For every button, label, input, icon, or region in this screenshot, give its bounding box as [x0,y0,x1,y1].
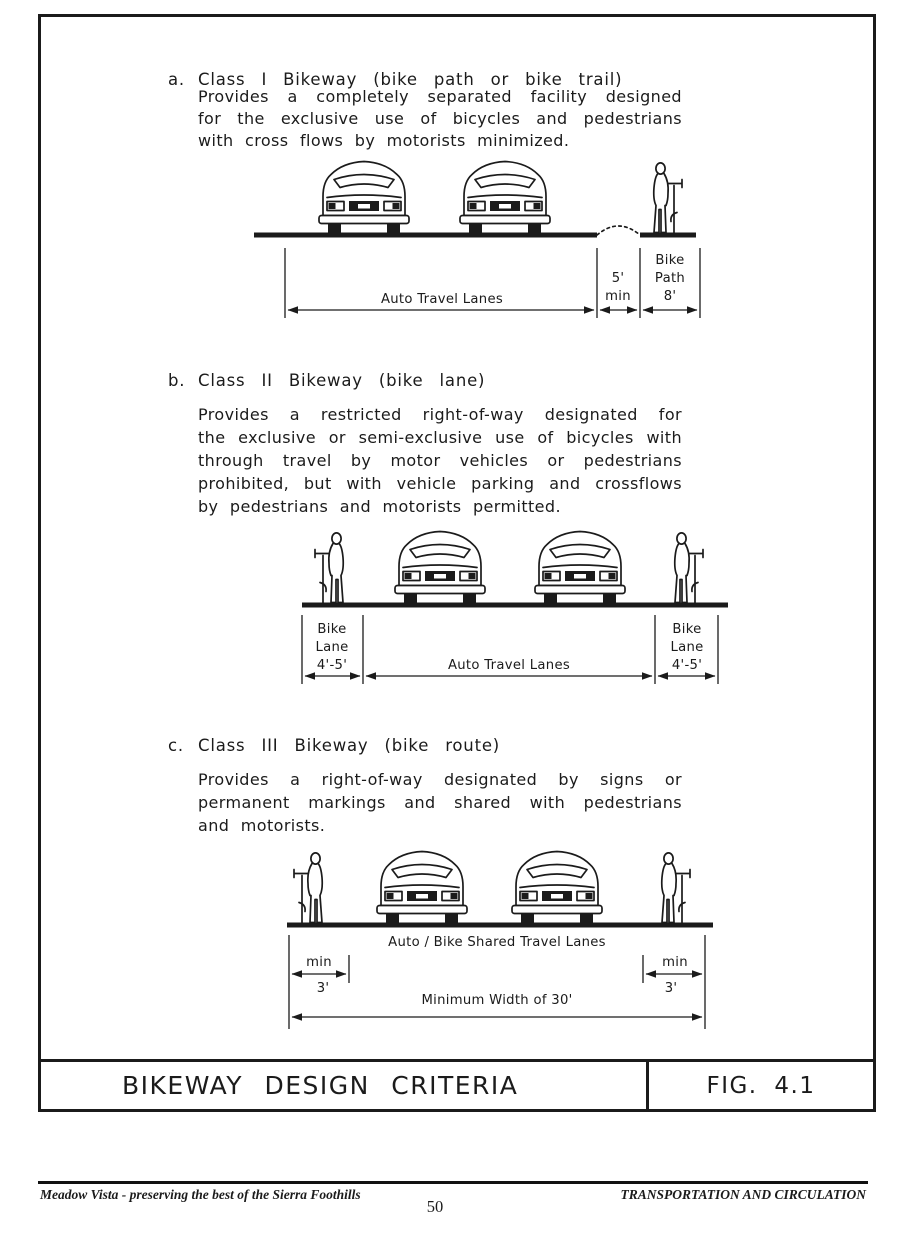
footer-motto: Meadow Vista - preserving the best of the Sierra Foothills [40,1187,361,1202]
car-icon [395,532,485,603]
diagram-class-2-bikeway [300,527,730,692]
body-line: for the exclusive use of bicycles and pedestrians [198,109,682,129]
berm-dashed-line [597,226,640,235]
bike-path-width-label: 8' [663,289,677,304]
car-icon [319,162,409,233]
car-icon [460,162,550,233]
footer-rule [38,1181,868,1184]
section-b-marker: b. [168,371,186,390]
auto-travel-lanes-label: Auto Travel Lanes [447,658,571,673]
body-line: and motorists. [198,816,326,835]
extension-lines [285,248,700,318]
body-line: Provides a completely separated facility designed [198,87,682,106]
page-border-frame [38,14,876,1112]
section-b-heading [168,371,485,390]
diagram-class-1-bikeway [252,160,707,330]
body-line: with cross flows by motorists minimized. [198,131,570,151]
bike-lane-width-label: 4'-5' [671,658,703,673]
diagram-class-3-bikeway [285,843,715,1035]
separation-width-label: 5' [611,271,625,286]
figure-title: BIKEWAY DESIGN CRITERIA [122,1071,519,1100]
separation-min-label: min [605,289,631,304]
minimum-width-label: Minimum Width of 30' [421,993,573,1008]
bike-lane-label: Bike [672,622,702,637]
body-line: Provides a restricted right-of-way designated for [198,405,682,424]
body-line: the exclusive or semi-exclusive use of bicycles with [198,428,682,447]
footer-chapter: TRANSPORTATION AND CIRCULATION [620,1187,866,1202]
section-b-paragraph [198,403,682,518]
car-icon [535,532,625,603]
bike-path-label: Bike [655,253,685,268]
shared-travel-lanes-label: Auto / Bike Shared Travel Lanes [388,935,606,950]
auto-travel-lanes-label: Auto Travel Lanes [380,292,504,307]
bike-path-label: Path [654,271,686,286]
extension-lines [302,615,718,684]
figure-title-block [41,1059,873,1109]
section-c-paragraph [198,768,682,837]
section-c-marker: c. [168,736,184,755]
cyclist-icon [294,853,322,923]
body-line: permanent markings and shared with pedestrians [198,793,682,812]
body-line: Provides a right-of-way designated by signs or [198,770,682,789]
cyclist-icon [315,533,343,603]
body-line: by pedestrians and motorists permitted. [198,497,561,516]
body-line: through travel by motor vehicles or pedestrians [198,451,682,470]
min-label: min [306,955,332,970]
min-width-label: 3' [664,981,678,996]
min-width-label: 3' [316,981,330,996]
section-a-marker: a. [168,70,185,89]
car-icon [512,852,602,923]
section-c-heading [168,736,500,755]
figure-number-cell [649,1062,873,1109]
min-label: min [662,955,688,970]
car-icon [377,852,467,923]
bike-lane-label: Lane [670,640,704,655]
page-number: 50 [426,1197,444,1216]
cyclist-icon [654,163,682,233]
section-c-title: Class III Bikeway (bike route) [198,736,501,755]
section-a-paragraph [198,86,682,153]
bike-lane-label: Lane [315,640,349,655]
body-line: prohibited, but with vehicle parking and crossflows [198,474,682,493]
section-b-title: Class II Bikeway (bike lane) [198,371,486,390]
bike-lane-label: Bike [317,622,347,637]
cyclist-icon [662,853,690,923]
bike-lane-width-label: 4'-5' [316,658,348,673]
cyclist-icon [675,533,703,603]
figure-title-cell [41,1062,649,1109]
section-a-title: Class I Bikeway (bike path or bike trail) [198,70,623,89]
figure-number: FIG. 4.1 [706,1072,816,1099]
